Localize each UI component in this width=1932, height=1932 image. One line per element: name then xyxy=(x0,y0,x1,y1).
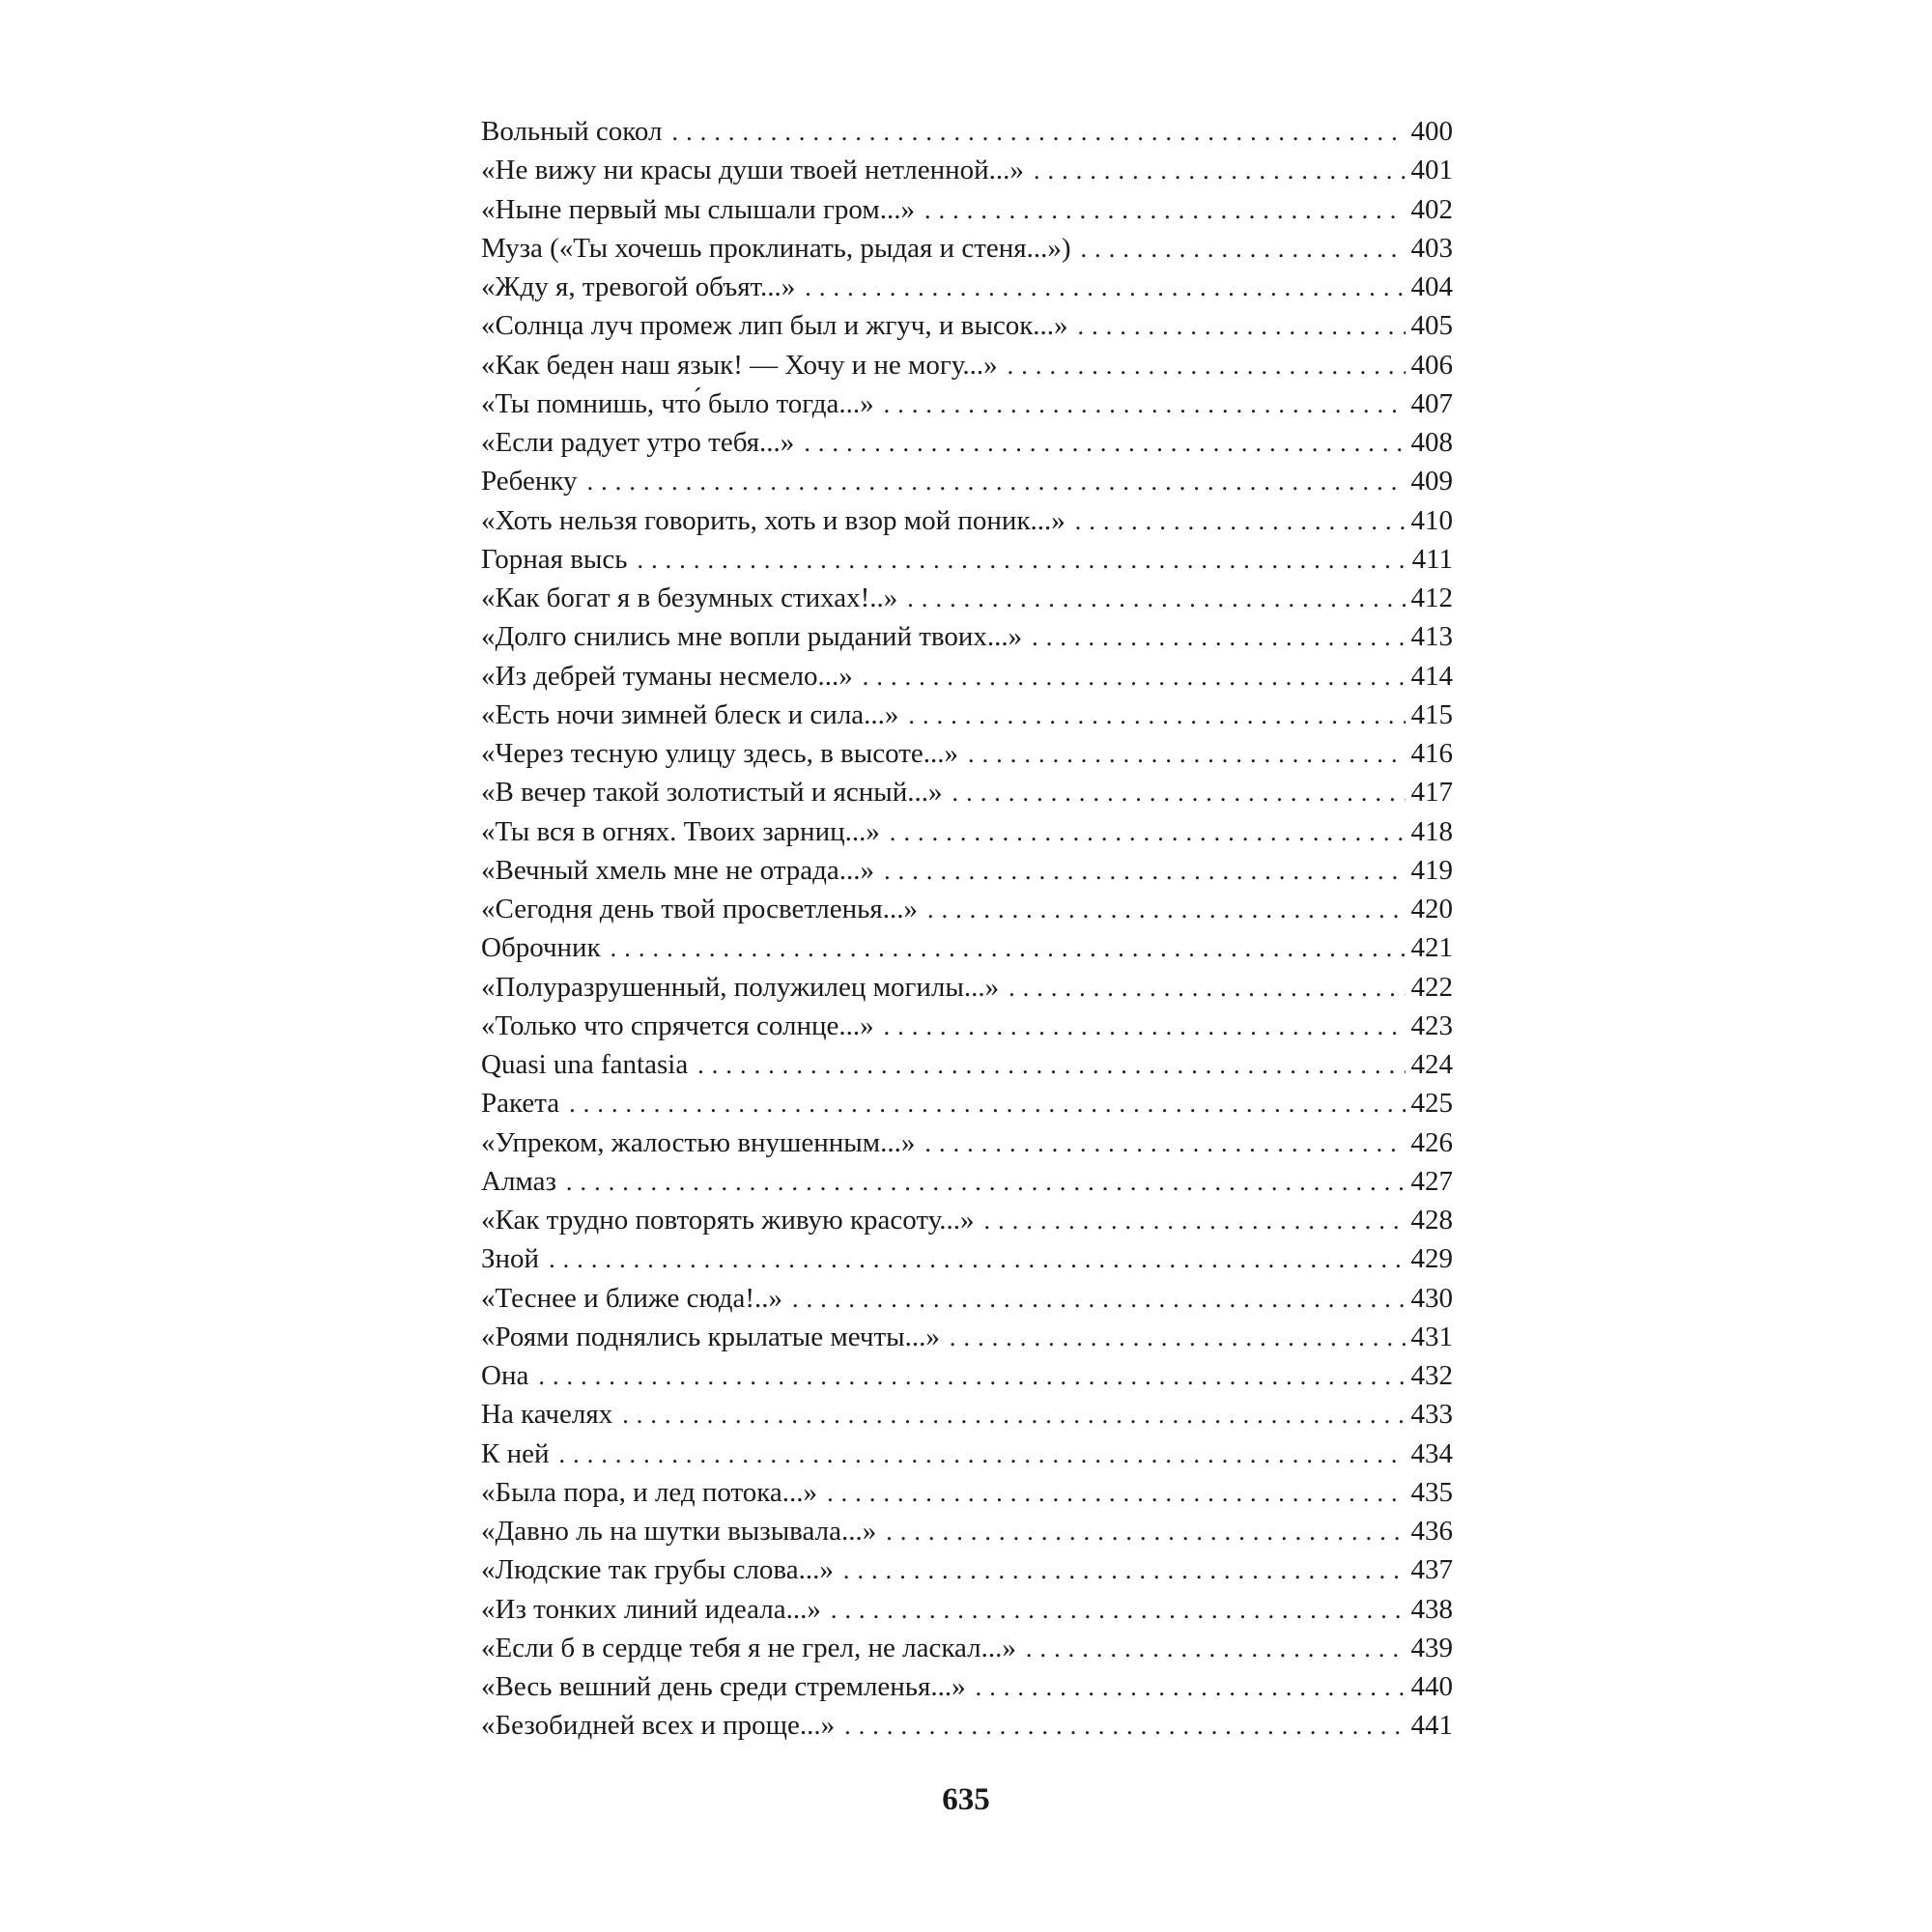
toc-entry xyxy=(481,579,1453,617)
entry-page: 415 xyxy=(1410,698,1453,730)
toc-entry xyxy=(481,1123,1453,1162)
toc-entry xyxy=(481,1706,1453,1745)
dot-leader xyxy=(890,813,1406,852)
dot-leader xyxy=(844,1707,1405,1746)
toc-entry xyxy=(481,1473,1453,1512)
entry-title: На качелях xyxy=(481,1399,613,1431)
toc-entry xyxy=(481,1045,1453,1084)
entry-title: «Если радует утро тебя...» xyxy=(481,427,795,458)
entry-page: 414 xyxy=(1410,660,1453,692)
toc-entry xyxy=(481,112,1453,151)
entry-title: «Теснее и ближе сюда!..» xyxy=(481,1282,783,1314)
toc-entry xyxy=(481,734,1453,773)
toc-entry xyxy=(481,890,1453,928)
entry-title: «Людские так грубы слова...» xyxy=(481,1554,834,1586)
dot-leader xyxy=(697,1046,1405,1085)
entry-title: «Есть ночи зимней блеск и сила...» xyxy=(481,698,899,730)
entry-title: «Давно ль на шутки вызывала...» xyxy=(481,1516,877,1547)
entry-page: 438 xyxy=(1410,1593,1453,1625)
entry-title: «Ныне первый мы слышали гром...» xyxy=(481,193,915,225)
entry-title: Ребенку xyxy=(481,466,578,497)
entry-page: 432 xyxy=(1410,1360,1453,1391)
dot-leader xyxy=(805,269,1405,307)
entry-page: 410 xyxy=(1410,504,1453,536)
entry-page: 425 xyxy=(1410,1088,1453,1120)
entry-title: «Безобидней всех и проще...» xyxy=(481,1710,836,1742)
entry-page: 430 xyxy=(1410,1282,1453,1314)
dot-leader xyxy=(863,658,1406,696)
dot-leader xyxy=(1026,1630,1406,1668)
entry-page: 439 xyxy=(1410,1632,1453,1663)
entry-title: Горная высь xyxy=(481,543,628,575)
entry-title: «Весь вешний день среди стремленья...» xyxy=(481,1671,966,1702)
entry-page: 422 xyxy=(1410,971,1453,1003)
entry-page: 426 xyxy=(1410,1126,1453,1158)
toc-entry xyxy=(481,151,1453,189)
entry-page: 419 xyxy=(1410,854,1453,886)
entry-page: 435 xyxy=(1410,1476,1453,1508)
dot-leader xyxy=(968,735,1406,774)
entry-title: «Упреком, жалостью внушенным...» xyxy=(481,1126,916,1158)
entry-page: 407 xyxy=(1410,387,1453,419)
toc-entry xyxy=(481,423,1453,462)
toc-entry xyxy=(481,773,1453,811)
toc-entry xyxy=(481,1590,1453,1629)
entry-title: Алмаз xyxy=(481,1165,556,1197)
entry-page: 423 xyxy=(1410,1009,1453,1041)
dot-leader xyxy=(950,1319,1406,1357)
entry-page: 440 xyxy=(1410,1671,1453,1702)
entry-page: 436 xyxy=(1410,1516,1453,1547)
entry-page: 406 xyxy=(1410,349,1453,381)
entry-title: «Только что спрячется солнце...» xyxy=(481,1009,874,1041)
dot-leader xyxy=(924,191,1406,230)
entry-title: Оброчник xyxy=(481,932,601,964)
entry-title: Муза («Ты хочешь проклинать, рыдая и стеня...») xyxy=(481,232,1071,264)
entry-title: «Полуразрушенный, полужилец могилы...» xyxy=(481,971,1000,1003)
table-of-contents xyxy=(481,112,1453,1746)
entry-title: «Ты помнишь, что́ было тогда...» xyxy=(481,387,874,419)
entry-page: 411 xyxy=(1411,543,1453,575)
entry-page: 401 xyxy=(1410,155,1453,186)
toc-entry xyxy=(481,1667,1453,1706)
toc-entry xyxy=(481,1395,1453,1434)
dot-leader xyxy=(952,774,1406,812)
toc-entry xyxy=(481,968,1453,1007)
dot-leader xyxy=(843,1551,1406,1590)
dot-leader xyxy=(924,1124,1405,1163)
entry-title: «Была пора, и лед потока...» xyxy=(481,1476,818,1508)
entry-page: 441 xyxy=(1410,1710,1453,1742)
entry-page: 400 xyxy=(1410,116,1453,147)
entry-title: «Из тонких линий идеала...» xyxy=(481,1593,821,1625)
dot-leader xyxy=(984,1202,1406,1240)
dot-leader xyxy=(831,1591,1406,1630)
dot-leader xyxy=(538,1357,1405,1396)
dot-leader xyxy=(1034,152,1406,190)
entry-title: «Из дебрей туманы несмело...» xyxy=(481,660,853,692)
dot-leader xyxy=(907,580,1405,618)
entry-title: «Как трудно повторять живую красоту...» xyxy=(481,1205,975,1236)
entry-title: «Через тесную улицу здесь, в высоте...» xyxy=(481,738,958,769)
dot-leader xyxy=(792,1280,1405,1319)
entry-title: Она xyxy=(481,1360,529,1391)
entry-title: Вольный сокол xyxy=(481,116,663,147)
dot-leader xyxy=(672,113,1406,152)
entry-title: К ней xyxy=(481,1437,550,1469)
dot-leader xyxy=(886,1513,1405,1551)
entry-page: 412 xyxy=(1410,582,1453,613)
entry-title: Зной xyxy=(481,1243,540,1275)
toc-entry xyxy=(481,306,1453,345)
toc-entry xyxy=(481,812,1453,851)
toc-entry xyxy=(481,1550,1453,1589)
entry-title: «Не вижу ни красы души твоей нетленной...» xyxy=(481,155,1024,186)
dot-leader xyxy=(1078,307,1406,346)
toc-entry xyxy=(481,190,1453,229)
entry-page: 433 xyxy=(1410,1399,1453,1431)
dot-leader xyxy=(587,463,1406,501)
entry-page: 413 xyxy=(1410,621,1453,653)
dot-leader xyxy=(1009,969,1405,1008)
entry-title: «Роями поднялись крылатые мечты...» xyxy=(481,1321,940,1352)
dot-leader xyxy=(559,1435,1406,1474)
toc-entry xyxy=(481,1318,1453,1356)
entry-page: 418 xyxy=(1410,815,1453,847)
toc-entry xyxy=(481,1279,1453,1318)
toc-entry xyxy=(481,384,1453,423)
entry-page: 416 xyxy=(1410,738,1453,769)
dot-leader xyxy=(927,891,1406,929)
dot-leader xyxy=(804,424,1405,463)
toc-entry xyxy=(481,346,1453,384)
dot-leader xyxy=(827,1474,1405,1513)
entry-title: «Долго снились мне вопли рыданий твоих...» xyxy=(481,621,1023,653)
entry-title: «Сегодня день твой просветленья...» xyxy=(481,894,918,924)
dot-leader xyxy=(637,541,1406,580)
dot-leader xyxy=(1081,230,1406,269)
entry-title: «Как богат я в безумных стихах!..» xyxy=(481,582,898,613)
entry-page: 431 xyxy=(1410,1321,1453,1352)
dot-leader xyxy=(976,1668,1406,1707)
toc-entry xyxy=(481,1239,1453,1278)
page-number: 635 xyxy=(942,1782,990,1817)
entry-page: 428 xyxy=(1410,1205,1453,1236)
toc-entry xyxy=(481,1435,1453,1473)
entry-page: 427 xyxy=(1410,1165,1453,1197)
toc-entry xyxy=(481,617,1453,656)
dot-leader xyxy=(884,1008,1406,1046)
toc-entry xyxy=(481,696,1453,734)
entry-title: «Жду я, тревогой объят...» xyxy=(481,271,796,302)
entry-page: 409 xyxy=(1410,466,1453,497)
toc-entry xyxy=(481,229,1453,268)
toc-entry xyxy=(481,1201,1453,1239)
dot-leader xyxy=(884,385,1406,424)
toc-entry xyxy=(481,1007,1453,1045)
dot-leader xyxy=(611,929,1406,968)
entry-page: 437 xyxy=(1410,1554,1453,1586)
entry-title: «Хоть нельзя говорить, хоть и взор мой поник...» xyxy=(481,504,1065,536)
dot-leader xyxy=(908,696,1405,735)
toc-entry xyxy=(481,657,1453,696)
dot-leader xyxy=(622,1396,1405,1435)
toc-entry xyxy=(481,1629,1453,1667)
entry-page: 421 xyxy=(1410,932,1453,964)
entry-title: «Ты вся в огнях. Твоих зарниц...» xyxy=(481,815,880,847)
toc-entry xyxy=(481,1084,1453,1122)
entry-title: Quasi una fantasia xyxy=(481,1049,689,1080)
entry-page: 402 xyxy=(1410,193,1453,225)
toc-entry xyxy=(481,501,1453,540)
entry-page: 434 xyxy=(1410,1437,1453,1469)
dot-leader xyxy=(549,1240,1405,1279)
entry-title: «Вечный хмель мне не отрада...» xyxy=(481,854,875,886)
dot-leader xyxy=(1008,347,1406,385)
toc-entry xyxy=(481,851,1453,890)
entry-title: «Если б в сердце тебя я не грел, не ласкал...» xyxy=(481,1632,1016,1663)
dot-leader xyxy=(569,1085,1405,1123)
toc-entry xyxy=(481,928,1453,967)
entry-page: 403 xyxy=(1410,232,1453,264)
dot-leader xyxy=(1032,618,1405,657)
entry-page: 408 xyxy=(1410,427,1453,458)
entry-page: 429 xyxy=(1410,1243,1453,1275)
entry-title: «Как беден наш язык! — Хочу и не могу...» xyxy=(481,349,998,381)
entry-page: 404 xyxy=(1410,271,1453,302)
toc-entry xyxy=(481,462,1453,500)
dot-leader xyxy=(566,1163,1406,1202)
dot-leader xyxy=(1075,502,1406,541)
toc-entry xyxy=(481,540,1453,579)
entry-page: 405 xyxy=(1410,310,1453,342)
entry-title: «В вечер такой золотистый и ясный...» xyxy=(481,777,943,809)
toc-entry xyxy=(481,1356,1453,1395)
toc-entry xyxy=(481,1162,1453,1201)
dot-leader xyxy=(884,852,1405,891)
entry-title: Ракета xyxy=(481,1088,560,1120)
entry-page: 417 xyxy=(1410,777,1453,809)
toc-entry xyxy=(481,268,1453,306)
toc-entry xyxy=(481,1512,1453,1550)
entry-title: «Солнца луч промеж лип был и жгуч, и высок...» xyxy=(481,310,1068,342)
entry-page: 420 xyxy=(1410,894,1453,924)
entry-page: 424 xyxy=(1410,1049,1453,1080)
